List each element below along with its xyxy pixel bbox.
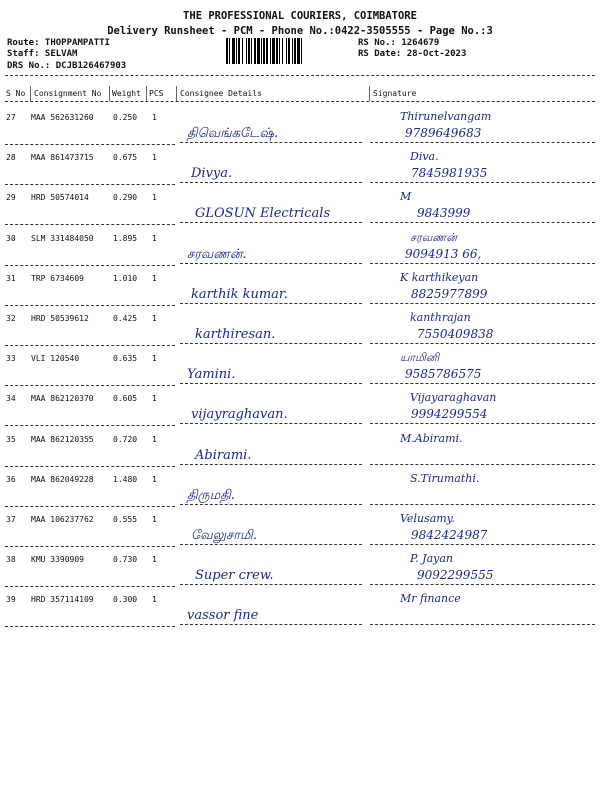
consignee-underline [180,142,362,143]
row-divider [5,385,175,386]
signature-underline [370,383,595,384]
row-pcs: 1 [152,273,157,283]
row-divider [5,184,175,185]
signature-underline [370,303,595,304]
row-signature-phone: 7550409838 [417,327,494,341]
row-signature-phone: 9094913 66, [405,246,482,261]
table-row [5,307,595,347]
signature-underline [370,584,595,585]
row-divider [5,546,175,547]
consignee-underline [180,263,362,264]
row-sno: 30 [6,233,16,243]
row-sno: 31 [6,273,16,283]
row-signature-handwriting: M.Abirami. [400,431,463,445]
row-sno: 32 [6,314,16,323]
row-signature-handwriting: யாமினி [400,351,440,365]
rs-date: RS Date: 28-Oct-2023 [358,49,467,59]
table-row [5,146,595,186]
signature-underline [370,544,595,545]
table-row [5,548,595,588]
row-divider [5,466,175,467]
signature-underline [370,182,595,183]
row-consignment-no: TRP 6734609 [31,273,84,283]
row-weight: 0.290 [113,193,138,203]
row-pcs: 1 [152,474,157,484]
table-row [5,387,595,427]
row-divider [5,425,175,426]
row-pcs: 1 [152,193,157,203]
row-consignment-no: MAA 862049228 [31,474,94,484]
consignee-underline [180,584,362,585]
staff-label: Staff: SELVAM [7,49,78,59]
row-pcs: 1 [152,153,157,163]
row-signature-phone: 9585786575 [405,367,482,382]
table-row [5,508,595,548]
signature-underline [370,464,595,465]
drs-number: DRS No.: DCJB126467903 [7,61,127,71]
col-head-pcs: PCS [149,89,164,98]
consignee-underline [180,343,362,344]
rs-number: RS No.: 1264679 [358,38,440,48]
signature-underline [370,504,595,505]
row-pcs: 1 [152,595,157,605]
row-divider [5,586,175,587]
row-sno: 35 [6,434,16,444]
row-signature-phone: 9842424987 [411,528,488,542]
table-row [5,347,595,387]
column-divider [146,86,147,101]
row-pcs: 1 [152,113,157,122]
row-consignee-handwriting: திருமதி. [187,487,235,503]
column-divider [369,86,370,101]
row-signature-handwriting: Mr finance [400,592,461,606]
signature-underline [370,343,595,344]
row-weight: 0.635 [113,354,138,364]
row-signature-handwriting: Vijayaraghavan [410,391,497,405]
table-row [5,267,595,307]
row-signature-phone: 8825977899 [411,286,488,301]
row-consignment-no: VLI 120540 [31,354,80,364]
row-divider [5,345,175,346]
row-divider [5,144,175,145]
row-sno: 34 [6,394,16,404]
table-row [5,186,595,226]
row-consignment-no: SLM 331484050 [31,233,94,243]
row-consignee-handwriting: Divya. [191,166,233,182]
row-consignment-no: HRD 357114109 [31,595,94,605]
barcode-image [226,38,354,64]
row-weight: 0.250 [113,113,138,122]
row-signature-handwriting: kanthrajan [410,311,471,324]
consignee-underline [180,222,362,223]
row-divider [5,224,175,225]
row-consignee-handwriting: திவெங்கடேஷ். [187,126,279,141]
column-divider [176,86,177,101]
row-signature-phone: 9092299555 [417,568,494,583]
row-consignee-handwriting: Super crew. [195,568,274,584]
row-consignee-handwriting: Yamini. [187,367,236,383]
company-title: THE PROFESSIONAL COURIERS, COIMBATORE [183,10,417,22]
consignee-underline [180,624,362,625]
row-consignee-handwriting: GLOSUN Electricals [195,206,331,222]
col-head-consignment: Consignment No [34,89,102,98]
row-sno: 36 [6,474,16,484]
row-pcs: 1 [152,515,157,524]
row-weight: 0.425 [113,314,138,323]
column-divider [109,86,110,101]
header-divider-top [5,75,595,76]
row-pcs: 1 [152,314,157,323]
row-divider [5,506,175,507]
row-signature-handwriting: M [400,190,412,204]
col-head-signature: Signature [373,89,417,98]
row-consignee-handwriting: Abirami. [195,447,252,463]
header-divider-bottom [5,101,595,102]
row-consignment-no: MAA 862120370 [31,394,94,404]
runsheet-subtitle: Delivery Runsheet - PCM - Phone No.:0422-3505555 - Page No.:3 [107,25,493,37]
row-consignee-handwriting: சரவணன். [187,246,247,262]
signature-underline [370,222,595,223]
signature-underline [370,263,595,264]
row-signature-handwriting: Diva. [410,150,439,164]
table-row [5,468,595,508]
row-pcs: 1 [152,434,157,444]
row-consignee-handwriting: karthiresan. [195,327,276,342]
row-weight: 1.895 [113,233,138,243]
signature-underline [370,142,595,143]
row-weight: 0.720 [113,434,138,444]
row-signature-handwriting: K karthikeyan [400,270,479,284]
row-sno: 27 [6,113,16,122]
row-weight: 0.730 [113,555,138,565]
signature-underline [370,423,595,424]
row-signature-handwriting: Velusamy. [400,512,455,525]
row-pcs: 1 [152,394,157,404]
row-consignment-no: MAA 562631260 [31,113,94,122]
table-row [5,588,595,628]
row-weight: 0.300 [113,595,138,605]
row-signature-handwriting: S.Tirumathi. [410,471,480,485]
table-row [5,428,595,468]
row-signature-handwriting: P. Jayan [410,552,453,566]
consignee-underline [180,182,362,183]
row-consignee-handwriting: vijayraghavan. [191,407,288,423]
consignee-underline [180,383,362,384]
row-pcs: 1 [152,555,157,565]
row-signature-handwriting: Thirunelvangam [400,110,492,123]
row-sno: 29 [6,193,16,203]
row-signature-phone: 9994299554 [411,407,488,422]
row-consignment-no: HRD 50574014 [31,193,89,203]
table-row [5,227,595,267]
row-sno: 28 [6,153,16,163]
row-weight: 0.675 [113,153,138,163]
row-consignee-handwriting: vassor fine [187,608,259,624]
table-row [5,106,595,146]
row-consignment-no: MAA 861473715 [31,153,94,163]
row-sno: 39 [6,595,16,605]
row-pcs: 1 [152,233,157,243]
consignee-underline [180,303,362,304]
consignee-underline [180,423,362,424]
row-divider [5,305,175,306]
route-label: Route: THOPPAMPATTI [7,38,110,48]
signature-underline [370,624,595,625]
row-signature-phone: 7845981935 [411,166,488,181]
row-signature-phone: 9789649683 [405,126,482,140]
consignee-underline [180,544,362,545]
row-weight: 1.010 [113,273,138,283]
col-head-weight: Weight [112,89,141,98]
row-weight: 0.555 [113,515,138,524]
row-sno: 37 [6,515,16,524]
row-consignee-handwriting: வேலுசாமி. [191,528,257,543]
row-weight: 1.480 [113,474,138,484]
row-consignment-no: KMU 3390909 [31,555,84,565]
row-signature-handwriting: சரவணன் [410,230,457,244]
row-pcs: 1 [152,354,157,364]
row-consignee-handwriting: karthik kumar. [191,286,288,302]
row-sno: 38 [6,555,16,565]
row-weight: 0.605 [113,394,138,404]
row-divider [5,265,175,266]
row-sno: 33 [6,354,16,364]
row-consignment-no: MAA 862120355 [31,434,94,444]
row-consignment-no: HRD 50539612 [31,314,89,323]
column-divider [30,86,31,101]
row-signature-phone: 9843999 [417,206,471,221]
consignee-underline [180,464,362,465]
row-consignment-no: MAA 106237762 [31,515,94,524]
col-head-sno: S No [6,89,26,98]
row-divider [5,626,175,627]
consignee-underline [180,504,362,505]
col-head-consignee: Consignee Details [180,89,262,98]
